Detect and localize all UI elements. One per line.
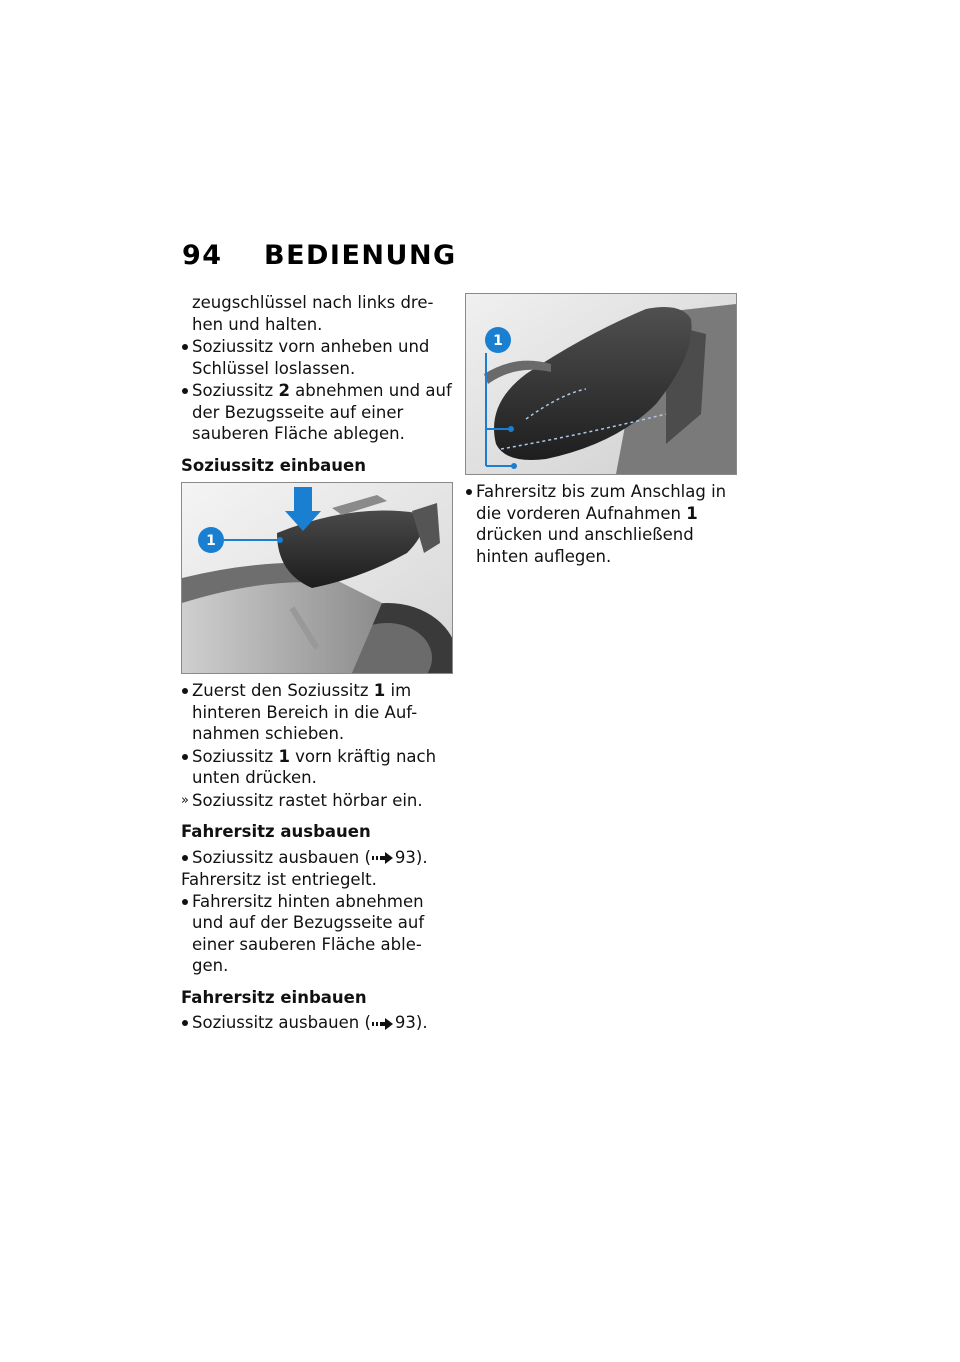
page-header [182,240,457,280]
list-item: Zuerst den Soziussitz 1 im hinteren Bereich in die Auf-nahmen schieben. [181,680,453,745]
page-ref-arrow-icon [371,1018,395,1030]
figure-reference: 1 [278,746,290,766]
figure-rider-seat-install [465,293,737,475]
figure-reference: 1 [373,681,386,700]
figure-reference: 2 [278,381,290,400]
bullet-dot [466,489,472,495]
bullet-dot [182,855,188,861]
right-column [465,292,740,568]
bullet-text: Soziussitz vorn anheben und Schlüssel loslassen. [192,337,430,378]
page-link-93[interactable]: 93 [394,847,416,867]
list-item: Soziussitz 2 abnehmen und auf der Bezugsseite auf einer sauberen Fläche ablegen. [181,380,453,445]
section-heading-fahrersitz-einbauen: Fahrersitz einbauen [181,987,367,1007]
result-chevron-icon: » [181,792,189,808]
figure-callout-1: 1 [206,533,216,549]
list-item: Fahrersitz bis zum Anschlag in die vorderen Aufnahmen 1 drücken und anschließend hinten auflegen. [465,481,740,567]
bullet-dot [182,899,188,905]
page-link-93[interactable]: 93 [394,1013,416,1032]
list-item: Fahrersitz hinten abnehmen und auf der Bezugsseite auf einer sauberen Fläche able-gen. [181,891,453,977]
bullet-dot [182,688,188,694]
bullet-dot [182,388,188,394]
section-heading-soziussitz-einbauen: Soziussitz einbauen [181,455,366,475]
section-heading-fahrersitz-ausbauen: Fahrersitz ausbauen [181,822,371,841]
result-item: » Soziussitz rastet hörbar ein. [181,790,423,810]
left-column [181,292,453,1035]
list-item: Soziussitz ausbauen ( 93). [181,847,453,869]
list-item: Soziussitz ausbauen ( 93). [181,1012,453,1034]
list-item [181,336,453,379]
list-item: Soziussitz 1 vorn kräftig nach unten drücken. [181,746,453,789]
bullet-dot [182,754,188,760]
bullet-dot [182,344,188,350]
figure-pillion-seat-install [181,482,453,674]
figure-reference: 1 [686,503,698,523]
page-number: 94 [182,240,223,271]
intro-continuation: zeugschlüssel nach links dre-hen und halten. [192,293,434,334]
figure-callout-1: 1 [493,333,503,349]
chapter-title: BEDIENUNG [264,240,457,271]
bullet-dot [182,1020,188,1026]
page-ref-arrow-icon [371,852,395,864]
status-text: Fahrersitz ist entriegelt. [181,870,377,889]
